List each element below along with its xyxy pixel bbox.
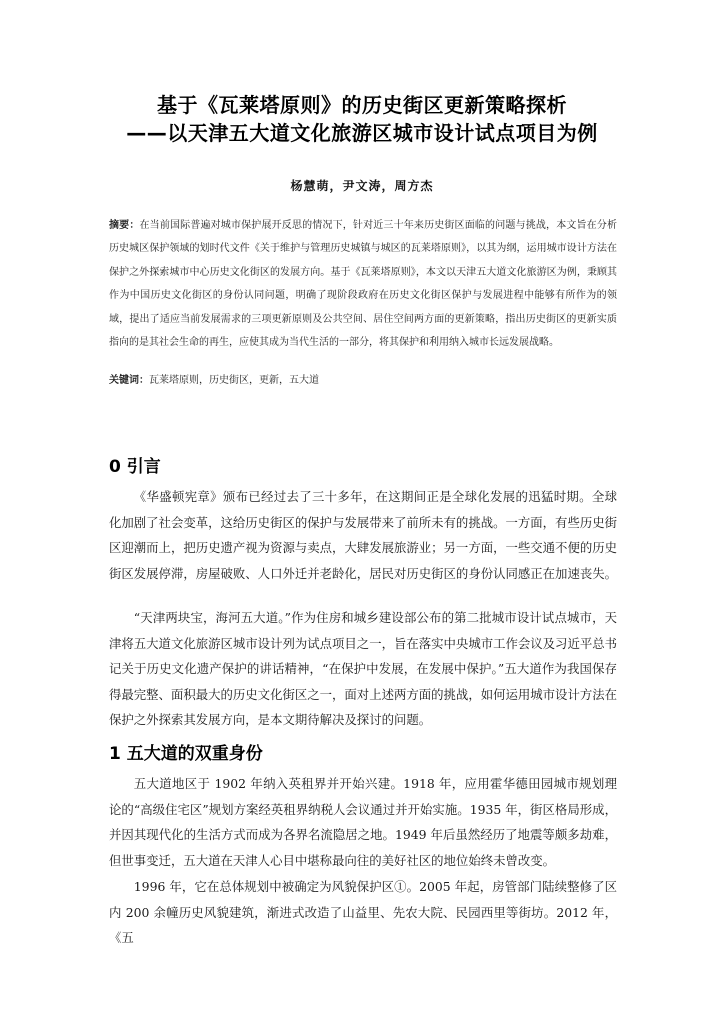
keywords xyxy=(109,373,617,389)
author-list: 杨慧萌，尹文涛，周方杰 xyxy=(290,179,434,193)
keywords-label: 关键词： xyxy=(109,375,149,386)
abstract xyxy=(109,214,617,354)
keywords-text: 瓦莱塔原则，历史街区，更新，五大道 xyxy=(149,375,319,386)
paragraph-intro-2: “天津两块宝，海河五大道。”作为住房和城乡建设部公布的第二批城市设计试点城市，天津将五大道文化旅游区城市设计列为试点项目之一，旨在落实中央城市工作会议及习近平总书记关于历史文化遗产保护的讲话精神，“在保护中发展，在发展中保护。”五大道作为我国保存得最完整、面积最大的历史文化街区之一，面对上述两方面的挑战，如何运用城市设计方法在保护之外探索其发展方向，是本文期待解决及探讨的问题。 xyxy=(109,610,618,727)
paragraph-sec1-1: 五大道地区于 1902 年纳入英租界并开始兴建。1918 年，应用霍华德田园城市规划理论的“高级住宅区”规划方案经英租界纳税人会议通过并开始实施。1935 年，街区格局形成，并因其现代化的生活方式而成为各界名流隐居之地。1949 年后虽然经历了地震等颇多劫难，但世事变迁，五大道在天津人心目中堪称最向往的美好社区的地位始终未曾改变。 xyxy=(109,776,617,868)
abstract-text: 在当前国际普遍对城市保护展开反思的情况下，针对近三十年来历史街区面临的问题与挑战，本文旨在分析历史城区保护领域的划时代文件《关于维护与管理历史城镇与城区的瓦莱塔原则》，以其为纲，运用城市设计方法在保护之外探索城市中心历史文化街区的发展方向。基于《瓦莱塔原则》，本文以天津五大道文化旅游区为例，秉顾其作为中国历史文化街区的身份认同问题，明确了现阶段政府在历史文化街区保护与发展进程中能够有所作为的领域，提出了适应当前发展需求的三项更新原则及公共空间、居住空间两方面的更新策略，指出历史街区的更新实质指向的是其社会生命的再生，应使其成为当代生活的一部分，将其保护和利用纳入城市长远发展战略。 xyxy=(109,220,618,349)
paragraph-sec1-2: 1996 年，它在总体规划中被确定为风貌保护区①。2005 年起，房管部门陆续整修了区内 200 余幢历史风貌建筑，渐进式改造了山益里、先农大院、民园西里等街坊。2012 年，《五 xyxy=(109,879,617,945)
abstract-label: 摘要： xyxy=(109,220,140,231)
section-heading-1: 1 五大道的双重身份 xyxy=(109,744,263,764)
paper-title: 基于《瓦莱塔原则》的历史街区更新策略探析 xyxy=(157,93,567,117)
paper-subtitle: ——以天津五大道文化旅游区城市设计试点项目为例 xyxy=(126,121,598,145)
section-heading-intro: 0 引言 xyxy=(109,457,161,477)
paragraph-intro-1: 《华盛顿宪章》颁布已经过去了三十多年，在这期间正是全球化发展的迅猛时期。全球化加剧了社会变革，这给历史街区的保护与发展带来了前所未有的挑战。一方面，有些历史街区迎潮而上，把历史遗产视为资源与卖点，大肆发展旅游业；另一方面，一些交通不便的历史街区发展停滞，房屋破败、人口外迁并老龄化，居民对历史街区的身份认同感正在加速丧失。 xyxy=(109,489,618,581)
